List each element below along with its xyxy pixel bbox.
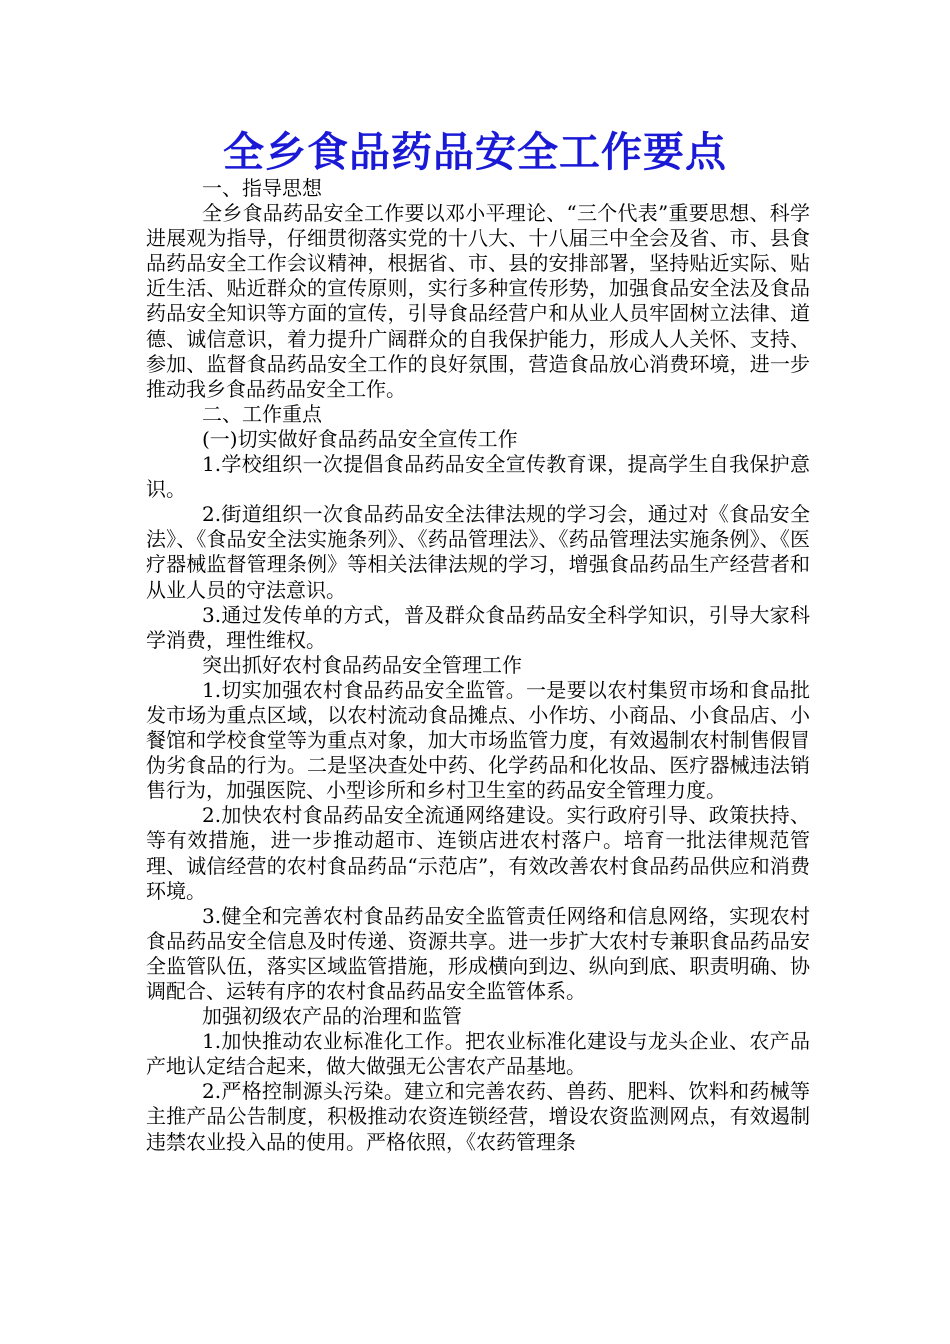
paragraph-agri-2: 2.严格控制源头污染。建立和完善农药、兽药、肥料、饮料和药械等主推产品公告制度，积极推动农资连锁经营，增设农资监测网点，有效遏制违禁农业投入品的使用。严格依照，《农药管理条 xyxy=(146,1079,810,1154)
document-body xyxy=(146,176,810,1155)
paragraph-publicity-3: 3.通过发传单的方式，普及群众食品药品安全科学知识，引导大家科学消费，理性维权。 xyxy=(146,602,810,652)
paragraph-rural-1: 1.切实加强农村食品药品安全监管。一是要以农村集贸市场和食品批发市场为重点区域，以农村流动食品摊点、小作坊、小商品、小食品店、小餐馆和学校食堂等为重点对象，加大市场监管力度，有效遏制农村制售假冒伪劣食品的行为。二是坚决查处中药、化学药品和化妆品、医疗器械违法销售行为，加强医院、小型诊所和乡村卫生室的药品安全管理力度。 xyxy=(146,677,810,803)
paragraph-agri-1: 1.加快推动农业标准化工作。把农业标准化建设与龙头企业、农产品产地认定结合起来，做大做强无公害农产品基地。 xyxy=(146,1029,810,1079)
paragraph-publicity-2: 2.街道组织一次食品药品安全法律法规的学习会，通过对《食品安全法》、《食品安全法实施条列》、《药品管理法》、《药品管理法实施条例》、《医疗器械监督管理条例》等相关法律法规的学习，增强食品药品生产经营者和从业人员的守法意识。 xyxy=(146,502,810,602)
paragraph-rural-2: 2.加快农村食品药品安全流通网络建设。实行政府引导、政策扶持、等有效措施，进一步推动超市、连锁店进农村落户。培育一批法律规范管理、诚信经营的农村食品药品“示范店”，有效改善农村食品药品供应和消费环境。 xyxy=(146,803,810,903)
section-heading-work-focus: 二、工作重点 xyxy=(202,401,322,426)
subheading-agricultural-products: 加强初级农产品的治理和监管 xyxy=(202,1004,462,1029)
paragraph-guiding-thought: 全乡食品药品安全工作要以邓小平理论、“三个代表”重要思想、科学进展观为指导，仔细贯彻落实党的十八大、十八届三中全会及省、市、县食品药品安全工作会议精神，根据省、市、县的安排部署，坚持贴近实际、贴近生活、贴近群众的宣传原则，实行多种宣传形势，加强食品安全法及食品药品安全知识等方面的宣传，引导食品经营户和从业人员牢固树立法律、道德、诚信意识，着力提升广阔群众的自我保护能力，形成人人关怀、支持、参加、监督食品药品安全工作的良好氛围，营造食品放心消费环境，进一步推动我乡食品药品安全工作。 xyxy=(146,201,810,401)
paragraph-rural-3: 3.健全和完善农村食品药品安全监管责任网络和信息网络，实现农村食品药品安全信息及时传递、资源共享。进一步扩大农村专兼职食品药品安全监管队伍，落实区域监管措施，形成横向到边、纵向到底、职责明确、协调配合、运转有序的农村食品药品安全监管体系。 xyxy=(146,903,810,1003)
subheading-publicity-work: (一)切实做好食品药品安全宣传工作 xyxy=(202,426,518,451)
subheading-rural-management: 突出抓好农村食品药品安全管理工作 xyxy=(202,652,522,677)
document-title: 全乡食品药品安全工作要点 xyxy=(223,128,727,176)
section-heading-guiding-thought: 一、指导思想 xyxy=(202,176,322,200)
paragraph-publicity-1: 1.学校组织一次提倡食品药品安全宣传教育课，提高学生自我保护意识。 xyxy=(146,452,810,502)
